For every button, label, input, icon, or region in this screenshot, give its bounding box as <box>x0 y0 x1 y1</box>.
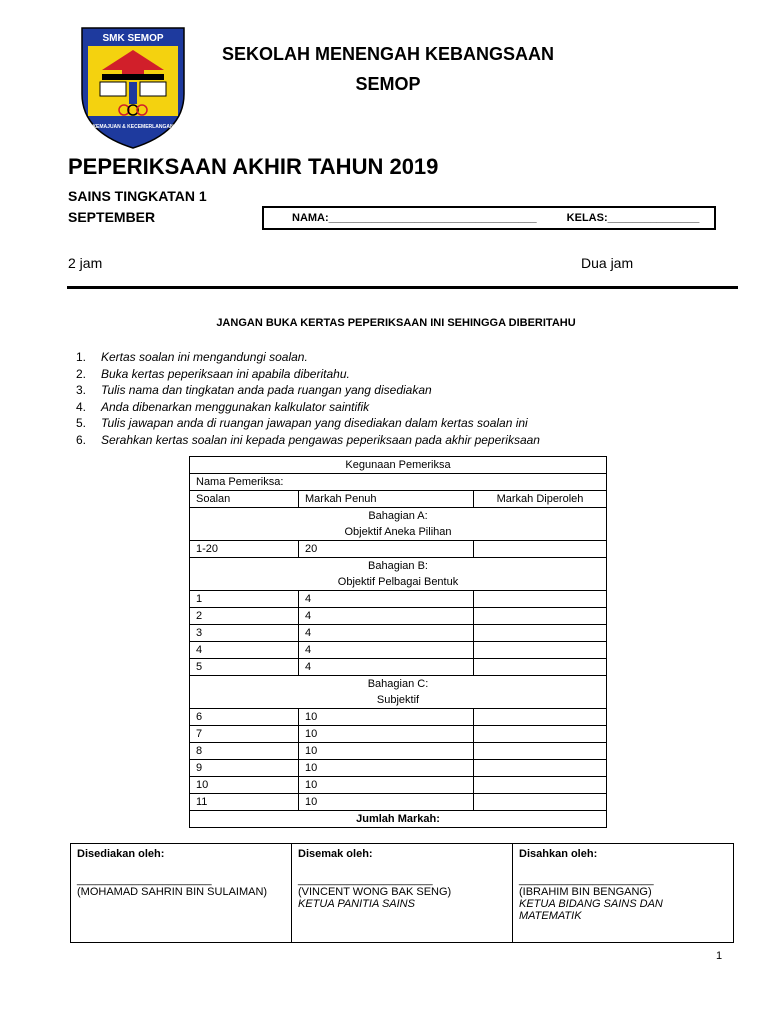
question-cell: 8 <box>190 743 299 760</box>
school-name-line1: SEKOLAH MENENGAH KEBANGSAAN <box>221 44 554 64</box>
obtained-marks-cell[interactable] <box>474 726 607 743</box>
divider-rule <box>67 286 738 289</box>
obtained-marks-cell[interactable] <box>474 541 607 558</box>
instruction-text: Buka kertas peperiksaan ini apabila diberitahu. <box>101 366 350 381</box>
examiner-row <box>190 474 607 491</box>
full-marks-cell: 4 <box>299 659 474 676</box>
table-row <box>190 625 607 642</box>
full-marks-cell: 20 <box>299 541 474 558</box>
name-class-box[interactable] <box>262 206 716 230</box>
question-cell: 3 <box>190 625 299 642</box>
header-marks-obtained: Markah Diperoleh <box>474 491 607 508</box>
signature-checked <box>292 844 513 943</box>
signature-name: (VINCENT WONG BAK SENG) <box>298 886 452 898</box>
instruction-item <box>76 382 540 399</box>
question-cell: 7 <box>190 726 299 743</box>
obtained-marks-cell[interactable] <box>474 625 607 642</box>
question-cell: 10 <box>190 777 299 794</box>
full-marks-cell: 10 <box>299 709 474 726</box>
logo-motto: KEMAJUAN & KECEMERLANGAN <box>92 124 174 130</box>
duration-words: Dua jam <box>581 255 634 271</box>
table-row <box>190 743 607 760</box>
obtained-marks-cell[interactable] <box>474 760 607 777</box>
warning-text: JANGAN BUKA KERTAS PEPERIKSAAN INI SEHINGGA DIBERITAHU <box>216 317 576 329</box>
instruction-number: 4. <box>76 399 87 414</box>
question-cell: 1-20 <box>190 541 299 558</box>
school-name-line2: SEMOP <box>355 74 421 94</box>
section-c-row <box>190 676 607 709</box>
table-row <box>190 608 607 625</box>
instruction-text: Serahkan kertas soalan ini kepada pengawas peperiksaan pada akhir peperiksaan <box>101 432 540 447</box>
full-marks-cell: 4 <box>299 608 474 625</box>
duration-number: 2 jam <box>68 255 103 271</box>
instruction-number: 1. <box>76 350 87 364</box>
signature-title: Disediakan oleh: <box>77 848 165 860</box>
score-table <box>189 456 607 828</box>
full-marks-cell: 4 <box>299 591 474 608</box>
obtained-marks-cell[interactable] <box>474 659 607 676</box>
table-row <box>190 642 607 659</box>
full-marks-cell: 10 <box>299 777 474 794</box>
question-cell: 5 <box>190 659 299 676</box>
class-field[interactable]: KELAS:_______________ <box>566 212 700 224</box>
exam-month: SEPTEMBER <box>68 209 156 225</box>
section-c-label: Bahagian C: Subjektif <box>190 676 607 709</box>
table-row <box>190 794 607 811</box>
question-cell: 9 <box>190 760 299 777</box>
instruction-text: Anda dibenarkan menggunakan kalkulator saintifik <box>101 399 370 414</box>
question-cell: 6 <box>190 709 299 726</box>
instruction-item <box>76 349 540 366</box>
signature-role: KETUA BIDANG SAINS DAN MATEMATIK <box>519 898 663 922</box>
instruction-text: Kertas soalan ini mengandungi soalan. <box>101 350 308 364</box>
school-logo <box>78 24 188 152</box>
header-question: Soalan <box>190 491 299 508</box>
full-marks-cell: 4 <box>299 625 474 642</box>
table-row <box>190 591 607 608</box>
name-field[interactable]: NAMA:__________________________________ <box>292 212 537 224</box>
table-row <box>190 777 607 794</box>
instruction-text: Tulis nama dan tingkatan anda pada ruangan yang disediakan <box>101 383 432 397</box>
instruction-list <box>76 349 540 448</box>
signature-title: Disemak oleh: <box>298 848 373 860</box>
question-cell: 2 <box>190 608 299 625</box>
obtained-marks-cell[interactable] <box>474 642 607 659</box>
signature-line[interactable]: ______________________ <box>77 874 212 886</box>
instruction-item <box>76 432 540 449</box>
full-marks-cell: 10 <box>299 726 474 743</box>
table-row <box>190 760 607 777</box>
question-cell: 4 <box>190 642 299 659</box>
signature-title: Disahkan oleh: <box>519 848 598 860</box>
obtained-marks-cell[interactable] <box>474 608 607 625</box>
table-row <box>190 709 607 726</box>
signature-approved <box>513 844 734 943</box>
instruction-number: 6. <box>76 432 87 447</box>
instruction-item <box>76 399 540 416</box>
instruction-text: Tulis jawapan anda di ruangan jawapan yang disediakan dalam kertas soalan ini <box>101 416 528 430</box>
exam-subject: SAINS TINGKATAN 1 <box>68 188 207 204</box>
logo-text: SMK SEMOP <box>102 33 164 44</box>
obtained-marks-cell[interactable] <box>474 794 607 811</box>
section-a-label: Bahagian A: Objektif Aneka Pilihan <box>190 508 607 541</box>
page-number: 1 <box>716 950 723 962</box>
full-marks-cell: 4 <box>299 642 474 659</box>
section-b-label: Bahagian B: Objektif Pelbagai Bentuk <box>190 558 607 591</box>
full-marks-cell: 10 <box>299 760 474 777</box>
examiner-label[interactable]: Nama Pemeriksa: <box>190 474 607 491</box>
instruction-number: 2. <box>76 366 87 381</box>
obtained-marks-cell[interactable] <box>474 743 607 760</box>
section-a-row <box>190 508 607 541</box>
signature-name: (MOHAMAD SAHRIN BIN SULAIMAN) <box>77 886 268 898</box>
obtained-marks-cell[interactable] <box>474 591 607 608</box>
obtained-marks-cell[interactable] <box>474 777 607 794</box>
signature-line[interactable]: ______________________ <box>298 874 433 886</box>
section-b-row <box>190 558 607 591</box>
instruction-number: 3. <box>76 383 87 397</box>
table-title-row <box>190 457 607 474</box>
table-header-row <box>190 491 607 508</box>
instruction-item <box>76 415 540 432</box>
exam-title: PEPERIKSAAN AKHIR TAHUN 2019 <box>68 154 439 179</box>
header-full-marks: Markah Penuh <box>299 491 474 508</box>
table-row <box>190 659 607 676</box>
table-row <box>190 726 607 743</box>
total-label: Jumlah Markah: <box>190 811 607 828</box>
full-marks-cell: 10 <box>299 794 474 811</box>
signature-name: (IBRAHIM BIN BENGANG) <box>519 886 652 898</box>
full-marks-cell: 10 <box>299 743 474 760</box>
instruction-item <box>76 366 540 383</box>
signature-role: KETUA PANITIA SAINS <box>298 898 415 910</box>
signature-table <box>70 843 734 943</box>
signature-line[interactable]: ______________________ <box>519 874 654 886</box>
total-row <box>190 811 607 828</box>
table-row <box>190 541 607 558</box>
table-title: Kegunaan Pemeriksa <box>190 457 607 474</box>
question-cell: 11 <box>190 794 299 811</box>
obtained-marks-cell[interactable] <box>474 709 607 726</box>
signature-prepared <box>71 844 292 943</box>
question-cell: 1 <box>190 591 299 608</box>
instruction-number: 5. <box>76 416 87 430</box>
